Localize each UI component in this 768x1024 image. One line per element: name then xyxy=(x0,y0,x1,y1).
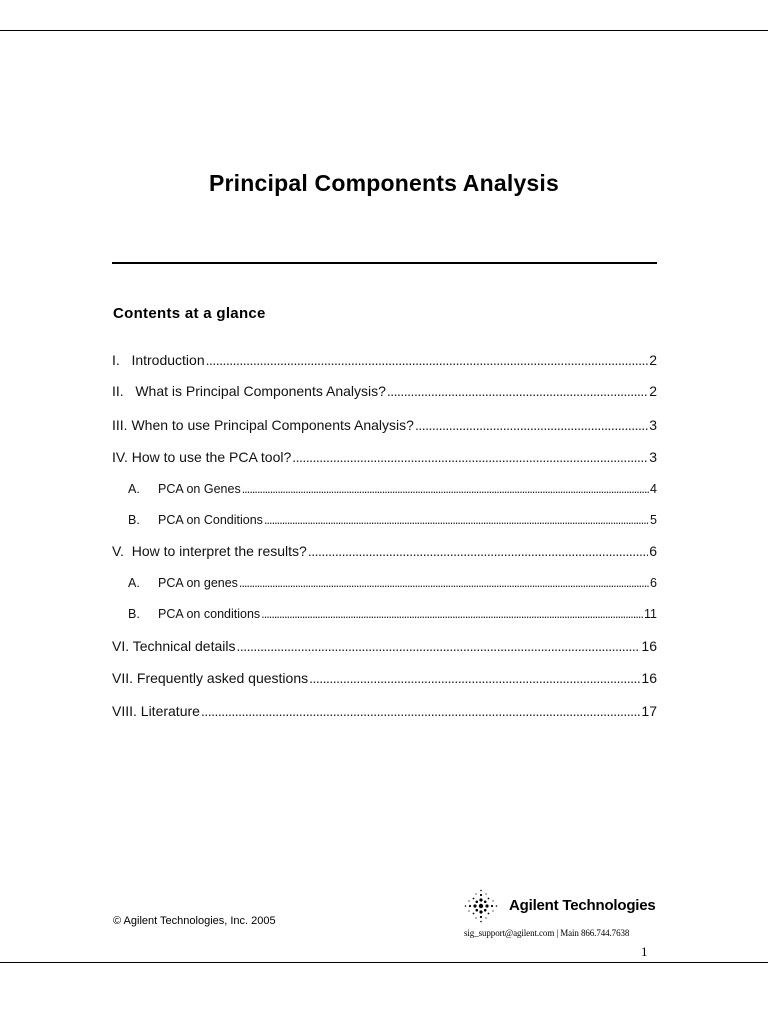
toc-entry-introduction[interactable]: I. Introduction . . . 2 xyxy=(112,352,657,368)
toc-sub-letter: B. xyxy=(128,513,140,527)
support-contact[interactable]: sig_support@agilent.com | Main 866.744.7638 xyxy=(464,928,630,938)
toc-entry-interpret-results[interactable]: V. How to interpret the results? . . . 6 xyxy=(112,543,657,559)
page-title: Principal Components Analysis xyxy=(208,170,560,196)
toc-page-number: 4 xyxy=(650,482,657,496)
toc-page-number: 3 xyxy=(649,449,657,465)
toc-page-number: 6 xyxy=(649,543,657,559)
toc-page-number: 16 xyxy=(641,638,657,654)
copyright-notice: © Agilent Technologies, Inc. 2005 xyxy=(113,915,276,927)
toc-page-number: 5 xyxy=(650,513,657,527)
bottom-rule xyxy=(0,962,768,963)
toc-entry-what-is-pca[interactable]: II. What is Principal Components Analysis? . . . 2 xyxy=(112,383,657,399)
toc-entry-interpret-genes[interactable]: A. PCA on genes . . . 6 xyxy=(128,576,657,590)
toc-entry-faq[interactable]: VII. Frequently asked questions . . . 16 xyxy=(112,670,657,686)
toc-sub-letter: A. xyxy=(128,482,140,496)
toc-page-number: 17 xyxy=(641,703,657,719)
toc-entry-how-to-use[interactable]: IV. How to use the PCA tool? . . . 3 xyxy=(112,449,657,465)
top-rule xyxy=(0,30,768,31)
title-divider xyxy=(112,262,657,264)
agilent-logo xyxy=(461,886,661,926)
toc-entry-pca-on-genes[interactable]: A. PCA on Genes . . . 4 xyxy=(128,482,657,496)
toc-page-number: 6 xyxy=(650,576,657,590)
toc-page-number: 16 xyxy=(641,670,657,686)
page-number: 1 xyxy=(641,944,648,959)
toc-heading: Contents at a glance xyxy=(113,305,266,322)
toc-page-number: 2 xyxy=(649,383,657,399)
toc-entry-literature[interactable]: VIII. Literature . . . 17 xyxy=(112,703,657,719)
toc-entry-interpret-conditions[interactable]: B. PCA on conditions . . . 11 xyxy=(128,607,657,621)
logo-text: Agilent Technologies xyxy=(509,897,656,914)
agilent-spark-icon xyxy=(461,886,501,926)
toc-page-number: 2 xyxy=(649,352,657,368)
toc-entry-technical-details[interactable]: VI. Technical details . . . 16 xyxy=(112,638,657,654)
toc-entry-pca-on-conditions[interactable]: B. PCA on Conditions . . . 5 xyxy=(128,513,657,527)
toc-sub-letter: A. xyxy=(128,576,140,590)
toc-entry-when-to-use[interactable]: III. When to use Principal Components Analysis? . . . 3 xyxy=(112,417,657,433)
toc-page-number: 3 xyxy=(649,417,657,433)
toc-sub-letter: B. xyxy=(128,607,140,621)
toc-page-number: 11 xyxy=(644,607,657,621)
